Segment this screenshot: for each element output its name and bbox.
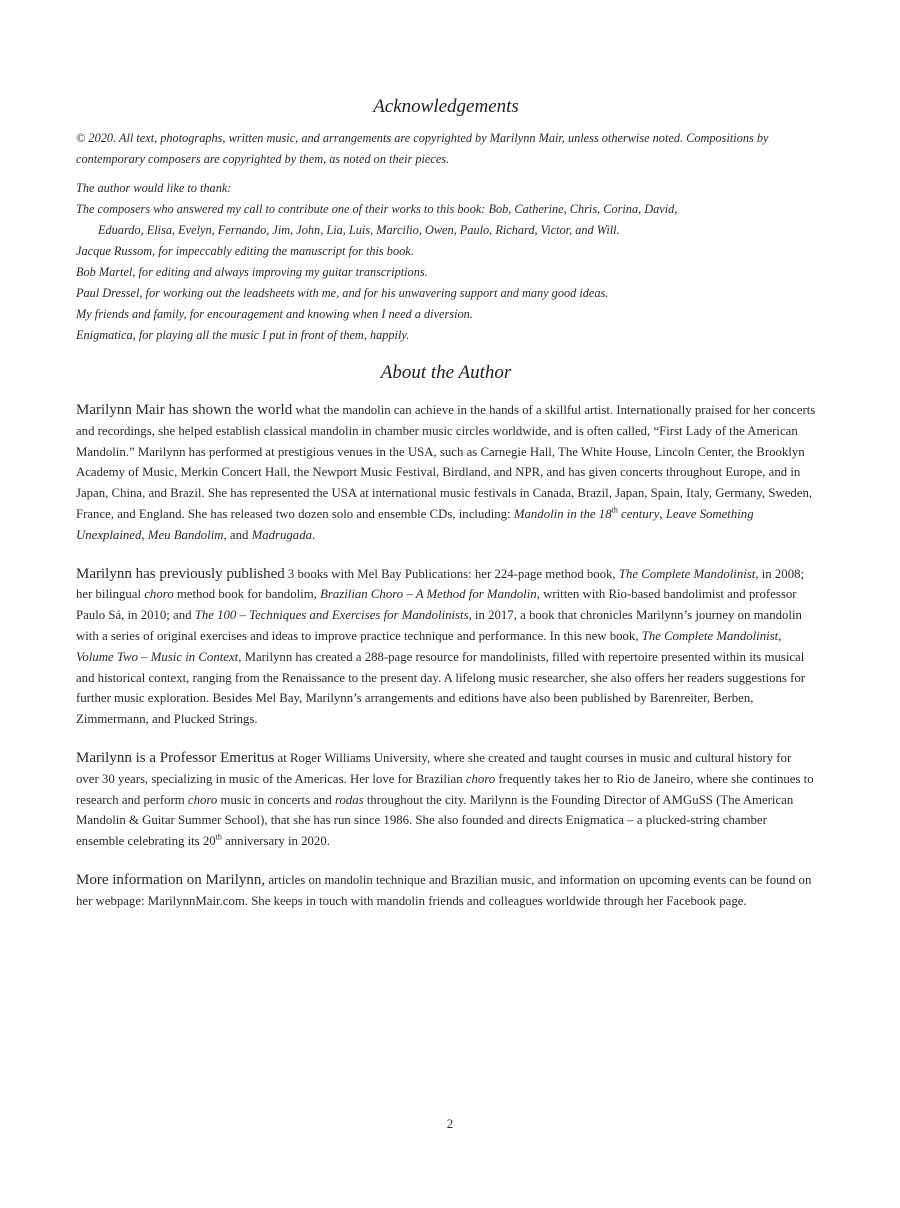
paragraph-text: what the mandolin can achieve in the hands of a skillful artist. Internationally praised for her concerts and recordings, she helped establish classical mandolin in chamber music circles worldwide, and is often called, “First Lady of the American Mandolin.” Marilynn has performed at prestigious venues in the USA, such as Carnegie Hall, The White House, Lincoln Center, the Brooklyn Academy of Music, Merkin Concert Hall, the Newport Music Festival, Birdland, and NPR, and has given concerts throughout Europe, and in Japan, China, and Brazil. She has represented the USA at international music festivals in Canada, Brazil, Japan, Spain, Italy, Germany, Sweden, France, and England. She has released two dozen solo and ensemble CDs, including: — [76, 403, 816, 521]
book-title: The Complete Mandolinist, Volume Two – Music in Context — [76, 628, 782, 664]
term-choro: choro — [465, 771, 496, 786]
cd-title: Meu Bandolim — [147, 527, 224, 542]
about-paragraph-professor — [76, 748, 816, 852]
paragraph-text: throughout the city. Marilynn is the Founding Director of AMGuSS (The American Mandolin & Guitar Summer School), that she has run since 1986. She also founded and directs Enigmatica – a plucked-string chamber ensemble celebrating its 20 — [76, 792, 794, 849]
paragraph-text: method book for bandolim, — [173, 587, 321, 602]
book-title: The Complete Mandolinist — [618, 566, 756, 581]
paragraph-lead: Marilynn has previously published — [76, 565, 285, 582]
paragraph-text: , in 2017, a book that chronicles Marilynn’s journey on mandolin with a series of original exercises and ideas to improve practice technique and performance. In this new book, — [76, 608, 802, 643]
thanks-paul: Paul Dressel, for working out the leadsheets with me, and for his unwavering support and many good ideas. — [76, 286, 609, 300]
cd-title: Leave Something Unexplained — [76, 506, 754, 542]
thanks-intro: The author would like to thank: — [76, 181, 232, 195]
separator: , and — [223, 527, 252, 542]
superscript: th — [611, 505, 618, 515]
thanks-bob: Bob Martel, for editing and always improving my guitar transcriptions. — [76, 265, 428, 279]
cd-title-end: century — [617, 506, 660, 521]
term-choro: choro — [187, 792, 218, 807]
paragraph-text: , in 2008; her bilingual — [76, 566, 805, 602]
thanks-list — [76, 178, 816, 346]
thanks-family: My friends and family, for encouragement and knowing when I need a diversion. — [76, 307, 473, 321]
book-title: The 100 – Techniques and Exercises for Mandolinists — [194, 608, 469, 623]
cd-title: Mandolin in the 18 — [513, 506, 612, 521]
paragraph-text: articles on mandolin technique and Brazilian music, and information on upcoming events can be found on her webpage: MarilynnMair.com. She keeps in touch with mandolin friends and colleagues worldwide through her Facebook page. — [76, 872, 812, 908]
paragraph-lead: More information on Marilynn, — [76, 871, 266, 888]
term-rodas: rodas — [334, 792, 364, 807]
term-choro: choro — [144, 587, 174, 602]
page-content — [76, 96, 816, 930]
paragraph-text: written with Rio-based bandolimist and professor Paulo Sá, in 2010; and — [76, 587, 797, 623]
superscript: th — [215, 832, 222, 842]
acknowledgements-title: Acknowledgements — [373, 96, 519, 117]
paragraph-text: frequently takes her to Rio de Janeiro, where she continues to research and perform — [76, 771, 814, 807]
about-paragraph-more-info — [76, 870, 816, 912]
paragraph-text: 3 books with Mel Bay Publications: her 224-page method book, — [284, 566, 619, 581]
copyright-notice: © 2020. All text, photographs, written music, and arrangements are copyrighted by Marilynn Mair, unless otherwise noted. Compositions by contemporary composers are copyrighted by them, as noted on their pieces. — [76, 131, 769, 166]
about-paragraph-publications — [76, 564, 816, 730]
paragraph-text: music in concerts and — [217, 792, 335, 807]
thanks-enigmatica: Enigmatica, for playing all the music I put in front of them, happily. — [76, 328, 410, 342]
paragraph-lead: Marilynn is a Professor Emeritus — [76, 749, 275, 766]
paragraph-lead: Marilynn Mair has shown the world — [76, 402, 293, 418]
thanks-composers: The composers who answered my call to contribute one of their works to this book: Bob, Catherine, Chris, Corina, David, — [76, 202, 678, 216]
paragraph-text: at Roger Williams University, where she created and taught courses in music and cultural history for over 30 years, specializing in music of the Americas. Her love for Brazilian — [76, 750, 792, 786]
thanks-jacque: Jacque Russom, for impeccably editing the manuscript for this book. — [76, 244, 414, 258]
separator: . — [312, 527, 316, 542]
paragraph-text: , Marilynn has created a 288-page resource for mandolinists, filled with repertoire presented within its musical and historical context, ranging from the Renaissance to the present day. A lifelong music researcher, she also offers her readers suggestions for further music exploration. Besides Mel Bay, Marilynn’s arrangements and editions have also been published by Barenreiter, Berben, Zimmermann, and Plucked Strings. — [76, 649, 806, 727]
thanks-composers-continued: Eduardo, Elisa, Evelyn, Fernando, Jim, John, Lia, Luis, Marcilio, Owen, Paulo, Richard, Victor, and Will. — [98, 223, 620, 237]
page-number: 2 — [446, 1116, 454, 1131]
about-paragraph-performer — [76, 400, 816, 546]
cd-title: Madrugada — [251, 527, 313, 542]
about-author-title: About the Author — [380, 362, 512, 383]
separator: , — [141, 527, 148, 542]
book-title: Brazilian Choro – A Method for Mandolin, — [320, 587, 540, 602]
separator: , — [659, 506, 666, 521]
paragraph-text: anniversary in 2020. — [221, 834, 330, 849]
